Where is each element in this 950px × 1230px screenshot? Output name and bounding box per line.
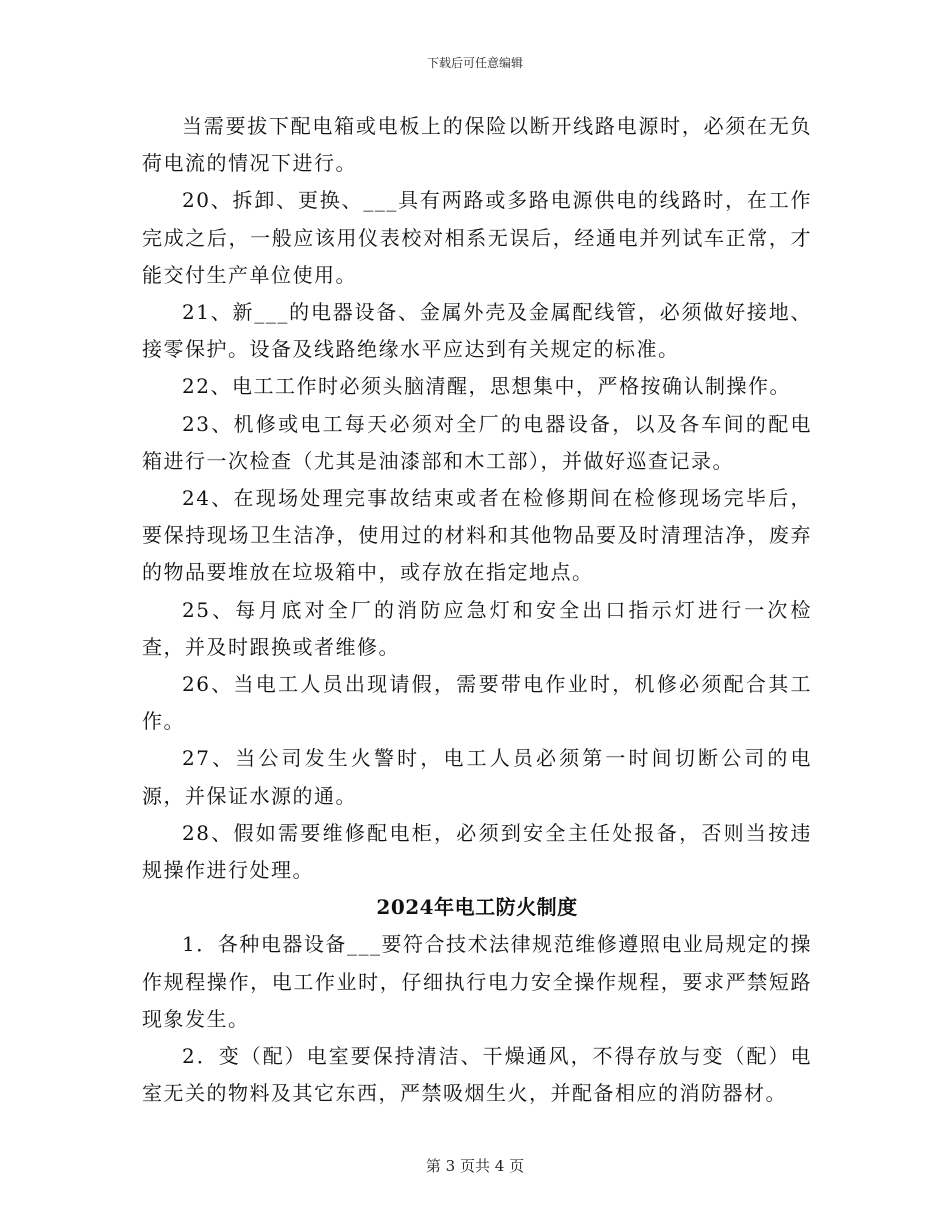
paragraph-item-25: 25、每月底对全厂的消防应急灯和安全出口指示灯进行一次检查，并及时跟换或者维修。 — [142, 597, 812, 659]
paragraph-rule-1: 1．各种电器设备___要符合技术法律规范维修遵照电业局规定的操作规程操作，电工作业时，仔细执行电力安全操作规程，要求严禁短路现象发生。 — [142, 932, 812, 1031]
paragraph-item-27: 27、当公司发生火警时，电工人员必须第一时间切断公司的电源，并保证水源的通。 — [142, 746, 812, 808]
paragraph-item-26: 26、当电工人员出现请假，需要带电作业时，机修必须配合其工作。 — [142, 672, 812, 734]
paragraph-power-fuse: 当需要拔下配电箱或电板上的保险以断开线路电源时，必须在无负荷电流的情况下进行。 — [142, 114, 812, 176]
paragraph-item-21: 21、新___的电器设备、金属外壳及金属配线管，必须做好接地、接零保护。设备及线路绝缘水平应达到有关规定的标准。 — [142, 300, 812, 362]
paragraph-item-28: 28、假如需要维修配电柜，必须到安全主任处报备，否则当按违规操作进行处理。 — [142, 820, 812, 883]
paragraph-item-23: 23、机修或电工每天必须对全厂的电器设备，以及各车间的配电箱进行一次检查（尤其是油漆部和木工部），并做好巡查记录。 — [142, 411, 812, 473]
section-title: 2024年电工防火制度 — [376, 895, 578, 920]
paragraph-item-22: 22、电工工作时必须头脑清醒，思想集中，严格按确认制操作。 — [182, 374, 791, 399]
page-footer: 第 3 页共 4 页 — [425, 1157, 525, 1175]
paragraph-rule-2: 2．变（配）电室要保持清洁、干燥通风，不得存放与变（配）电室无关的物料及其它东西，严禁吸烟生火，并配备相应的消防器材。 — [142, 1044, 812, 1106]
document-body — [142, 108, 812, 1112]
paragraph-item-20: 20、拆卸、更换、___具有两路或多路电源供电的线路时，在工作完成之后，一般应该用仪表校对相系无误后，经通电并列试车正常，才能交付生产单位使用。 — [142, 188, 812, 287]
paragraph-item-24: 24、在现场处理完事故结束或者在检修期间在检修现场完毕后，要保持现场卫生洁净，使用过的材料和其他物品要及时清理洁净，废弃的物品要堆放在垃圾箱中，或存放在指定地点。 — [142, 486, 812, 585]
page-header: 下载后可任意编辑 — [426, 56, 523, 70]
